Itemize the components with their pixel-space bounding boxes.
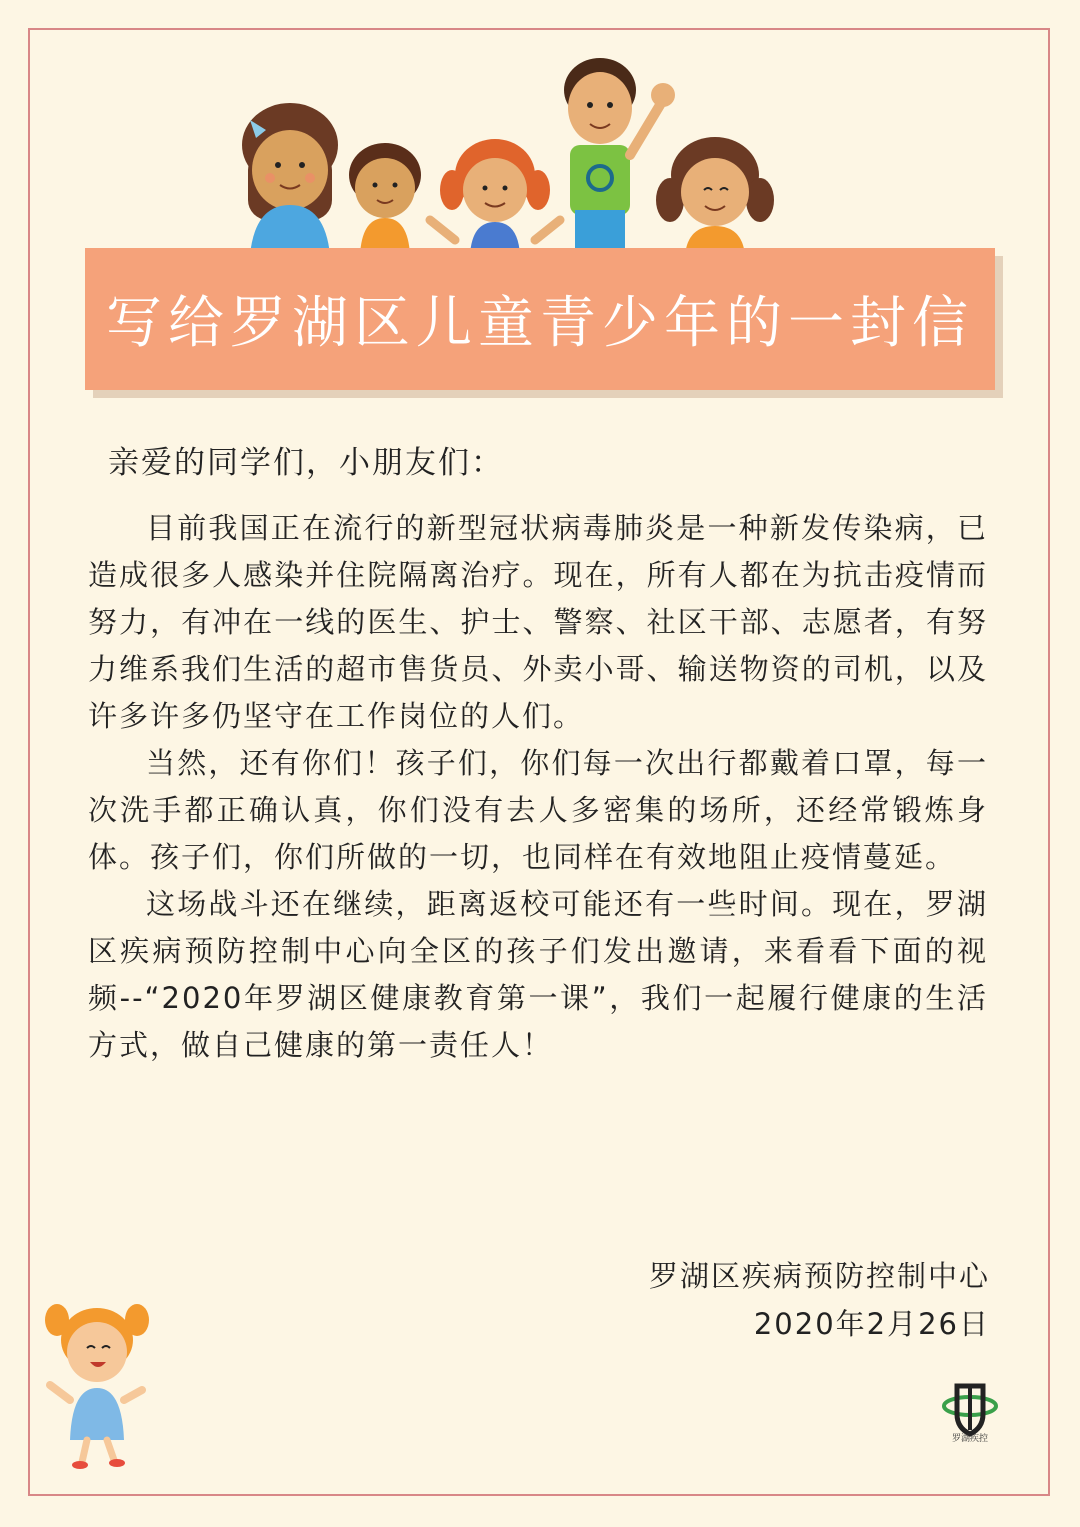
children-illustration (230, 40, 790, 255)
logo-caption: 罗湖疾控 (951, 1434, 988, 1444)
signature-block (649, 1252, 990, 1348)
girl-illustration (42, 1290, 152, 1470)
letter-paragraph-1: 目前我国正在流行的新型冠状病毒肺炎是一种新发传染病，已造成很多人感染并住院隔离治疗。现在，所有人都在为抗击疫情而努力，有冲在一线的医生、护士、警察、社区干部、志愿者，有努力维系我们生活的超市售货员、外卖小哥、输送物资的司机，以及许多许多仍坚守在工作岗位的人们。 (88, 511, 988, 733)
title-banner (85, 248, 995, 390)
letter-greeting: 亲爱的同学们，小朋友们： (108, 445, 504, 481)
letter-paragraph-3: 这场战斗还在继续，距离返校可能还有一些时间。现在，罗湖区疾病预防控制中心向全区的孩子们发出邀请，来看看下面的视频--“2020年罗湖区健康教育第一课”，我们一起履行健康的生活方式，做自己健康的第一责任人！ (88, 887, 988, 1062)
signature-date: 2020年2月26日 (753, 1307, 990, 1341)
letter-title: 写给罗湖区儿童青少年的一封信 (106, 291, 974, 356)
letter-paragraph-2: 当然，还有你们！孩子们，你们每一次出行都戴着口罩，每一次洗手都正确认真，你们没有去人多密集的场所，还经常锻炼身体。孩子们，你们所做的一切，也同样在有效地阻止疫情蔓延。 (88, 746, 988, 874)
letter-body (88, 440, 988, 1069)
signature-org: 罗湖区疾病预防控制中心 (648, 1259, 990, 1293)
